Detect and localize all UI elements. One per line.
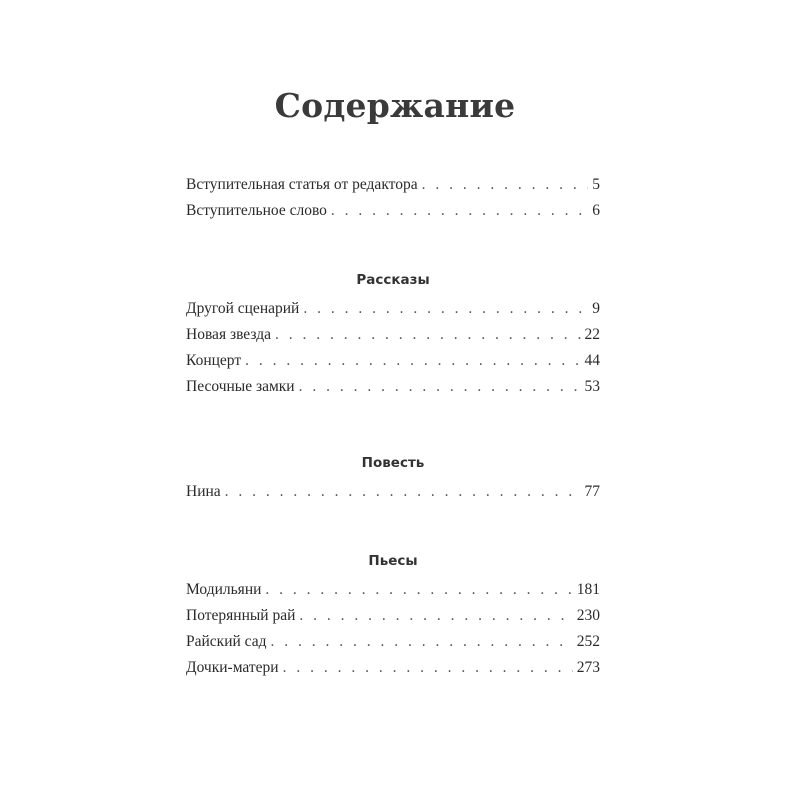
toc-leader-dots <box>422 176 589 194</box>
toc-entry <box>186 202 600 228</box>
toc-entry-title: Другой сценарий <box>186 300 300 317</box>
toc-entry-title: Вступительное слово <box>186 202 327 219</box>
toc-leader-dots <box>265 581 572 599</box>
toc-entry <box>186 326 600 352</box>
page-title: Содержание <box>274 86 516 125</box>
toc-entry-page: 6 <box>592 202 600 219</box>
toc-entry-page: 44 <box>584 352 600 369</box>
toc-leader-dots <box>299 607 572 625</box>
toc-entry-title: Райский сад <box>186 633 267 650</box>
toc-entry <box>186 176 600 202</box>
toc-leader-dots <box>275 326 581 344</box>
toc-entry <box>186 581 600 607</box>
toc-entry-page: 22 <box>584 326 600 343</box>
toc-plays-list <box>186 581 600 685</box>
toc-entry-page: 181 <box>576 581 600 598</box>
toc-leader-dots <box>283 659 573 677</box>
toc-entry-title: Дочки-матери <box>186 659 279 676</box>
toc-entry-title: Нина <box>186 483 221 500</box>
toc-entry <box>186 659 600 685</box>
toc-entry <box>186 607 600 633</box>
toc-leader-dots <box>225 483 581 501</box>
toc-entry-title: Новая звезда <box>186 326 271 343</box>
toc-leader-dots <box>271 633 573 651</box>
toc-entry-title: Потерянный рай <box>186 607 296 624</box>
toc-intro-list <box>186 176 600 228</box>
toc-entry <box>186 483 600 509</box>
section-heading-plays: Пьесы <box>368 553 418 569</box>
toc-novella-list <box>186 483 600 509</box>
toc-leader-dots <box>331 202 588 220</box>
toc-entry-title: Модильяни <box>186 581 262 598</box>
toc-stories-list <box>186 300 600 404</box>
toc-entry-page: 77 <box>584 483 600 500</box>
toc-entry-page: 5 <box>592 176 600 193</box>
toc-leader-dots <box>303 300 588 318</box>
toc-entry-page: 9 <box>592 300 600 317</box>
toc-entry-title: Вступительная статья от редактора <box>186 176 418 193</box>
toc-entry-title: Песочные замки <box>186 378 295 395</box>
toc-entry <box>186 300 600 326</box>
toc-leader-dots <box>299 378 581 396</box>
toc-entry <box>186 352 600 378</box>
section-heading-novella: Повесть <box>361 455 425 471</box>
toc-entry-page: 53 <box>584 378 600 395</box>
toc-entry-title: Концерт <box>186 352 242 369</box>
toc-leader-dots <box>245 352 580 370</box>
toc-entry <box>186 633 600 659</box>
toc-entry-page: 230 <box>576 607 600 624</box>
toc-entry-page: 252 <box>576 633 600 650</box>
toc-entry-page: 273 <box>576 659 600 676</box>
toc-entry <box>186 378 600 404</box>
section-heading-stories: Рассказы <box>356 272 430 288</box>
